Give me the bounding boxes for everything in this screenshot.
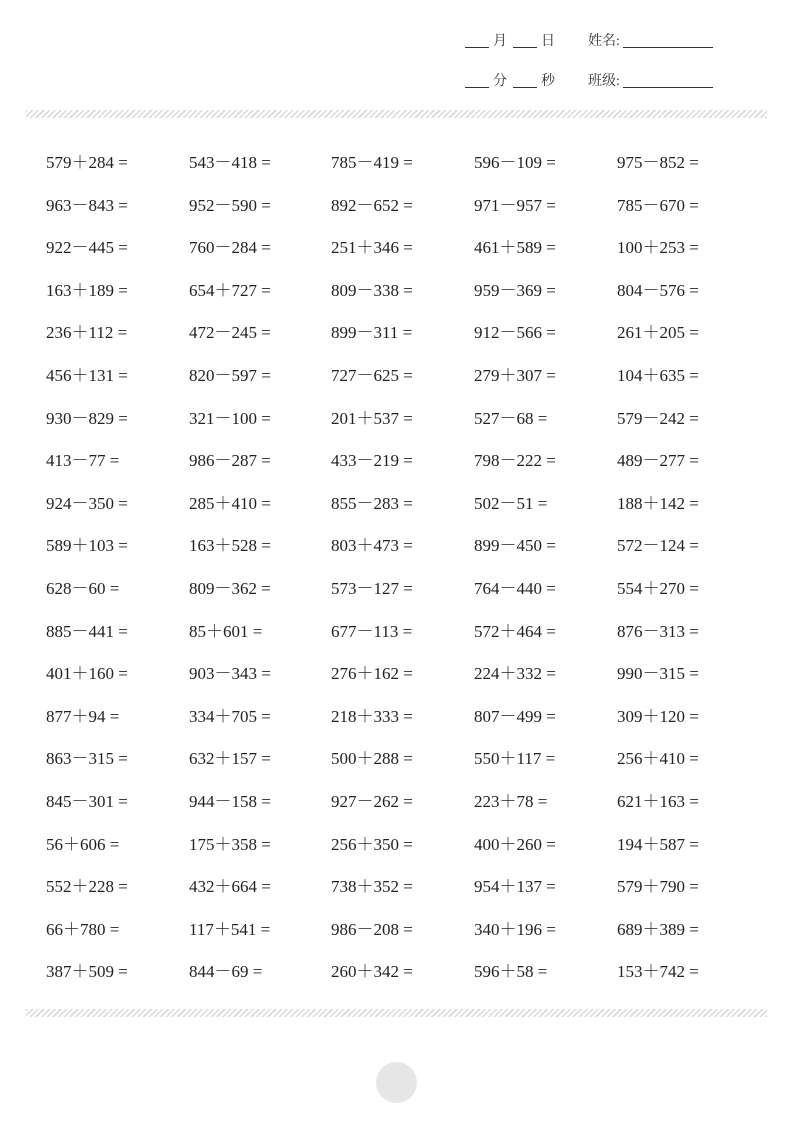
problem-row: [0, 653, 793, 696]
math-problem: 163＋189 =: [46, 280, 128, 300]
math-problem: 899－450 =: [474, 536, 556, 556]
math-problem: 589＋103 =: [46, 536, 128, 556]
problem-row: [0, 185, 793, 228]
math-problem: 554＋270 =: [617, 578, 699, 598]
math-problem: 579＋790 =: [617, 877, 699, 897]
math-problem: 175＋358 =: [189, 834, 271, 854]
time-line: [465, 72, 561, 92]
math-problem: 892－652 =: [331, 195, 413, 215]
math-problem: 153＋742 =: [617, 962, 699, 982]
page-number-badge: [376, 1062, 417, 1103]
math-problem: 256＋410 =: [617, 749, 699, 769]
math-problem: 912－566 =: [474, 323, 556, 343]
math-problem: 963－843 =: [46, 195, 128, 215]
math-problem: 456＋131 =: [46, 365, 128, 385]
math-problem: 432＋664 =: [189, 877, 271, 897]
math-problem: 572＋464 =: [474, 621, 556, 641]
second-label: 秒: [541, 74, 555, 89]
math-problem: 798－222 =: [474, 451, 556, 471]
problem-row: [0, 951, 793, 994]
math-problem: 285＋410 =: [189, 493, 271, 513]
month-label: 月: [493, 34, 507, 49]
math-problem: 472－245 =: [189, 323, 271, 343]
problem-row: [0, 227, 793, 270]
math-problem: 632＋157 =: [189, 749, 271, 769]
minute-blank[interactable]: [465, 75, 489, 88]
math-problem: 804－576 =: [617, 280, 699, 300]
math-problem: 400＋260 =: [474, 834, 556, 854]
math-problem: 433－219 =: [331, 451, 413, 471]
problem-row: [0, 270, 793, 313]
math-problem: 256＋350 =: [331, 834, 413, 854]
math-problem: 340＋196 =: [474, 919, 556, 939]
math-problem: 689＋389 =: [617, 919, 699, 939]
math-problem: 66＋780 =: [46, 919, 120, 939]
math-problem: 885－441 =: [46, 621, 128, 641]
problem-row: [0, 611, 793, 654]
math-problem: 579－242 =: [617, 408, 699, 428]
math-problem: 309＋120 =: [617, 706, 699, 726]
math-problem: 56＋606 =: [46, 834, 120, 854]
math-problem: 500＋288 =: [331, 749, 413, 769]
math-problem: 845－301 =: [46, 791, 128, 811]
math-problem: 502－51 =: [474, 493, 548, 513]
problem-row: [0, 312, 793, 355]
math-problem: 677－113 =: [331, 621, 413, 641]
math-problem: 261＋205 =: [617, 323, 699, 343]
math-problem: 820－597 =: [189, 365, 271, 385]
math-problem: 971－957 =: [474, 195, 556, 215]
math-problem: 573－127 =: [331, 578, 413, 598]
math-problem: 321－100 =: [189, 408, 271, 428]
name-label: 姓名:: [588, 34, 620, 49]
math-problem: 738＋352 =: [331, 877, 413, 897]
math-problem: 863－315 =: [46, 749, 128, 769]
math-problem: 85＋601 =: [189, 621, 263, 641]
math-problem: 552＋228 =: [46, 877, 128, 897]
problem-row: [0, 866, 793, 909]
problem-row: [0, 525, 793, 568]
math-problem: 223＋78 =: [474, 791, 548, 811]
math-problem: 927－262 =: [331, 791, 413, 811]
math-problem: 844－69 =: [189, 962, 263, 982]
math-problem: 461＋589 =: [474, 238, 556, 258]
math-problem: 194＋587 =: [617, 834, 699, 854]
math-problem: 224＋332 =: [474, 664, 556, 684]
math-problem: 334＋705 =: [189, 706, 271, 726]
day-label: 日: [541, 34, 555, 49]
top-divider: [26, 110, 767, 118]
math-problem: 877＋94 =: [46, 706, 120, 726]
problem-row: [0, 355, 793, 398]
math-problem: 785－419 =: [331, 153, 413, 172]
problem-row: [0, 568, 793, 611]
bottom-divider: [26, 1009, 767, 1017]
math-problem: 803＋473 =: [331, 536, 413, 556]
math-problem: 628－60 =: [46, 578, 120, 598]
problem-row: [0, 142, 793, 185]
math-problem: 785－670 =: [617, 195, 699, 215]
math-problem: 903－343 =: [189, 664, 271, 684]
math-problem: 876－313 =: [617, 621, 699, 641]
math-problem: 809－338 =: [331, 280, 413, 300]
math-problem: 276＋162 =: [331, 664, 413, 684]
math-problem: 975－852 =: [617, 153, 699, 172]
class-label: 班级:: [588, 74, 620, 89]
math-problem: 163＋528 =: [189, 536, 271, 556]
math-problem: 727－625 =: [331, 365, 413, 385]
math-problem: 764－440 =: [474, 578, 556, 598]
day-blank[interactable]: [513, 35, 537, 48]
math-problem: 954＋137 =: [474, 877, 556, 897]
problem-row: [0, 696, 793, 739]
math-problem: 807－499 =: [474, 706, 556, 726]
math-problem: 543－418 =: [189, 153, 271, 172]
problem-row: [0, 440, 793, 483]
math-problem: 959－369 =: [474, 280, 556, 300]
math-problem: 100＋253 =: [617, 238, 699, 258]
math-problem: 986－287 =: [189, 451, 271, 471]
math-problem: 550＋117 =: [474, 749, 556, 769]
class-blank[interactable]: [623, 75, 713, 88]
math-problem: 621＋163 =: [617, 791, 699, 811]
math-problem: 489－277 =: [617, 451, 699, 471]
math-problem: 527－68 =: [474, 408, 548, 428]
name-blank[interactable]: [623, 35, 713, 48]
problem-row: [0, 781, 793, 824]
math-problem: 654＋727 =: [189, 280, 271, 300]
math-problem: 990－315 =: [617, 664, 699, 684]
math-problem: 899－311 =: [331, 323, 413, 343]
math-problem: 413－77 =: [46, 451, 120, 471]
math-problem: 952－590 =: [189, 195, 271, 215]
problem-row: [0, 398, 793, 441]
math-problem: 760－284 =: [189, 238, 271, 258]
minute-label: 分: [493, 74, 507, 89]
math-problem: 236＋112 =: [46, 323, 128, 343]
month-blank[interactable]: [465, 35, 489, 48]
name-line: [588, 32, 713, 52]
math-problem: 944－158 =: [189, 791, 271, 811]
math-problem: 930－829 =: [46, 408, 128, 428]
problem-row: [0, 909, 793, 952]
math-problem: 809－362 =: [189, 578, 271, 598]
math-problem: 201＋537 =: [331, 408, 413, 428]
math-problem: 596－109 =: [474, 153, 556, 172]
math-problem: 218＋333 =: [331, 706, 413, 726]
date-line: [465, 32, 561, 52]
math-problem: 579＋284 =: [46, 153, 128, 172]
math-problem: 260＋342 =: [331, 962, 413, 982]
worksheet-header: [0, 0, 793, 110]
problem-row: [0, 824, 793, 867]
math-problem: 251＋346 =: [331, 238, 413, 258]
math-problem: 117＋541 =: [189, 919, 271, 939]
second-blank[interactable]: [513, 75, 537, 88]
math-problem: 924－350 =: [46, 493, 128, 513]
math-problem: 986－208 =: [331, 919, 413, 939]
math-problem: 922－445 =: [46, 238, 128, 258]
math-problem: 188＋142 =: [617, 493, 699, 513]
problem-row: [0, 483, 793, 526]
math-problem: 104＋635 =: [617, 365, 699, 385]
math-problem: 572－124 =: [617, 536, 699, 556]
math-problem: 387＋509 =: [46, 962, 128, 982]
math-problem: 855－283 =: [331, 493, 413, 513]
problem-row: [0, 738, 793, 781]
math-problem: 401＋160 =: [46, 664, 128, 684]
math-problem: 279＋307 =: [474, 365, 556, 385]
math-problem: 596＋58 =: [474, 962, 548, 982]
class-line: [588, 72, 713, 92]
problem-grid: [0, 142, 793, 994]
